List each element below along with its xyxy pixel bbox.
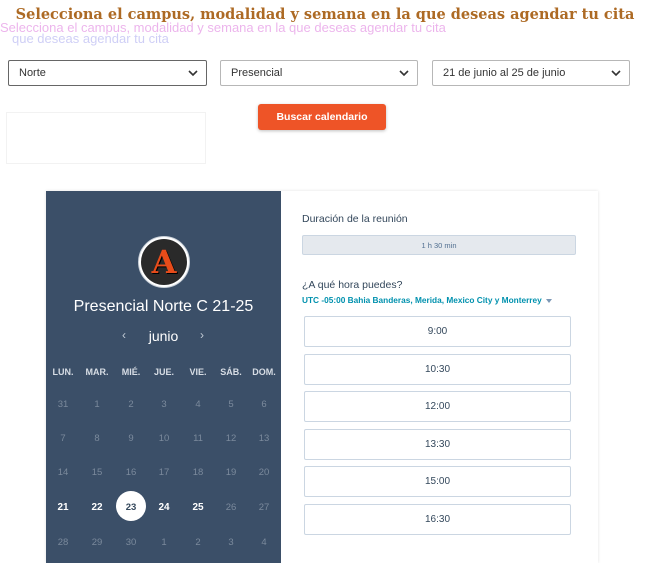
calendar-day: 2 bbox=[195, 537, 201, 548]
prev-month-button[interactable]: ‹ bbox=[122, 328, 126, 342]
calendar-day: 10 bbox=[158, 433, 170, 444]
calendar-day: 6 bbox=[261, 399, 267, 410]
calendar-day: 4 bbox=[195, 399, 201, 410]
time-slot-button[interactable]: 10:30 bbox=[304, 354, 571, 385]
calendar-day: 28 bbox=[57, 537, 69, 548]
calendar-day: 27 bbox=[258, 502, 270, 513]
calendar-day: 16 bbox=[125, 467, 137, 478]
calendar-day: 14 bbox=[57, 467, 69, 478]
calendar-day: 4 bbox=[261, 537, 267, 548]
calendar-day: 26 bbox=[225, 502, 237, 513]
calendar-day: 31 bbox=[57, 399, 69, 410]
ghost-line: que deseas agendar tu cita bbox=[12, 31, 169, 46]
search-calendar-button[interactable]: Buscar calendario bbox=[258, 104, 386, 130]
calendar-day: 15 bbox=[91, 467, 103, 478]
time-slot-button[interactable]: 16:30 bbox=[304, 504, 571, 535]
calendar-day: 8 bbox=[94, 433, 100, 444]
calendar-day: 30 bbox=[125, 537, 137, 548]
duration-option[interactable]: 1 h 30 min bbox=[302, 235, 576, 255]
chevron-down-icon bbox=[610, 67, 622, 79]
empty-placeholder-box bbox=[6, 112, 206, 164]
calendar-day: 19 bbox=[225, 467, 237, 478]
calendar-day: 7 bbox=[60, 433, 66, 444]
calendar-day-number: 23 bbox=[125, 502, 137, 513]
calendar-day: 3 bbox=[228, 537, 234, 548]
calendar-day: 3 bbox=[161, 399, 167, 410]
calendar-day: 1 bbox=[161, 537, 167, 548]
calendar-day: 18 bbox=[192, 467, 204, 478]
calendar-day[interactable]: 22 bbox=[91, 502, 103, 513]
time-question: ¿A qué hora puedes? bbox=[302, 279, 403, 291]
calendar-day: 11 bbox=[193, 433, 203, 444]
calendar-day: 12 bbox=[225, 433, 237, 444]
calendar-day[interactable]: 25 bbox=[192, 502, 204, 513]
modality-select[interactable] bbox=[220, 60, 418, 86]
week-select[interactable] bbox=[432, 60, 630, 86]
weekday-label: LUN. bbox=[52, 367, 74, 377]
timezone-dropdown[interactable] bbox=[302, 295, 552, 305]
week-select-value: 21 de junio al 25 de junio bbox=[443, 67, 566, 79]
time-slot-button[interactable]: 15:00 bbox=[304, 466, 571, 497]
time-slot-button[interactable]: 9:00 bbox=[304, 316, 571, 347]
avatar-logo-letter: A bbox=[151, 243, 177, 281]
weekday-label: JUE. bbox=[153, 367, 174, 377]
modality-select-value: Presencial bbox=[231, 67, 283, 79]
weekday-label: DOM. bbox=[252, 367, 276, 377]
calendar-day: 20 bbox=[258, 467, 270, 478]
ghost-line: Selecciona el campus, modalidad y semana en la que deseas agendar tu cita bbox=[0, 20, 446, 35]
calendar-day: 5 bbox=[228, 399, 234, 410]
calendar-day[interactable]: 24 bbox=[158, 502, 170, 513]
calendar-day: 9 bbox=[128, 433, 134, 444]
chevron-down-icon bbox=[187, 67, 199, 79]
calendar-day: 17 bbox=[158, 467, 170, 478]
page-title: Selecciona el campus, modalidad y semana en la que deseas agendar tu cita bbox=[15, 6, 635, 23]
weekday-label: VIE. bbox=[189, 367, 207, 377]
caret-down-icon bbox=[546, 299, 552, 303]
calendar-day: 29 bbox=[91, 537, 103, 548]
duration-label: Duración de la reunión bbox=[302, 213, 408, 225]
meeting-name: Presencial Norte C 21-25 bbox=[73, 298, 254, 315]
ghost-text-overlay bbox=[0, 20, 446, 46]
campus-select-value: Norte bbox=[19, 67, 46, 79]
calendar-day: 1 bbox=[94, 399, 100, 410]
month-label: junio bbox=[148, 328, 179, 344]
calendar-day: 2 bbox=[128, 399, 134, 410]
month-navigation bbox=[46, 328, 281, 344]
meetings-widget bbox=[46, 191, 598, 563]
calendar-day-selected[interactable] bbox=[114, 502, 148, 513]
avatar bbox=[138, 236, 190, 288]
calendar-day: 13 bbox=[258, 433, 270, 444]
booking-panel bbox=[281, 191, 598, 563]
chevron-down-icon bbox=[398, 67, 410, 79]
weekday-label: MAR. bbox=[85, 367, 109, 377]
weekday-label: SÁB. bbox=[220, 367, 242, 377]
timezone-label: UTC -05:00 Bahia Banderas, Merida, Mexico City y Monterrey bbox=[302, 295, 542, 305]
time-slot-button[interactable]: 13:30 bbox=[304, 429, 571, 460]
avatar-logo bbox=[141, 239, 187, 285]
campus-select[interactable] bbox=[8, 60, 207, 86]
time-slot-button[interactable]: 12:00 bbox=[304, 391, 571, 422]
next-month-button[interactable]: › bbox=[200, 328, 204, 342]
calendar-panel bbox=[46, 191, 281, 563]
weekday-label: MIÉ. bbox=[121, 367, 141, 377]
calendar-day[interactable]: 21 bbox=[57, 502, 69, 513]
